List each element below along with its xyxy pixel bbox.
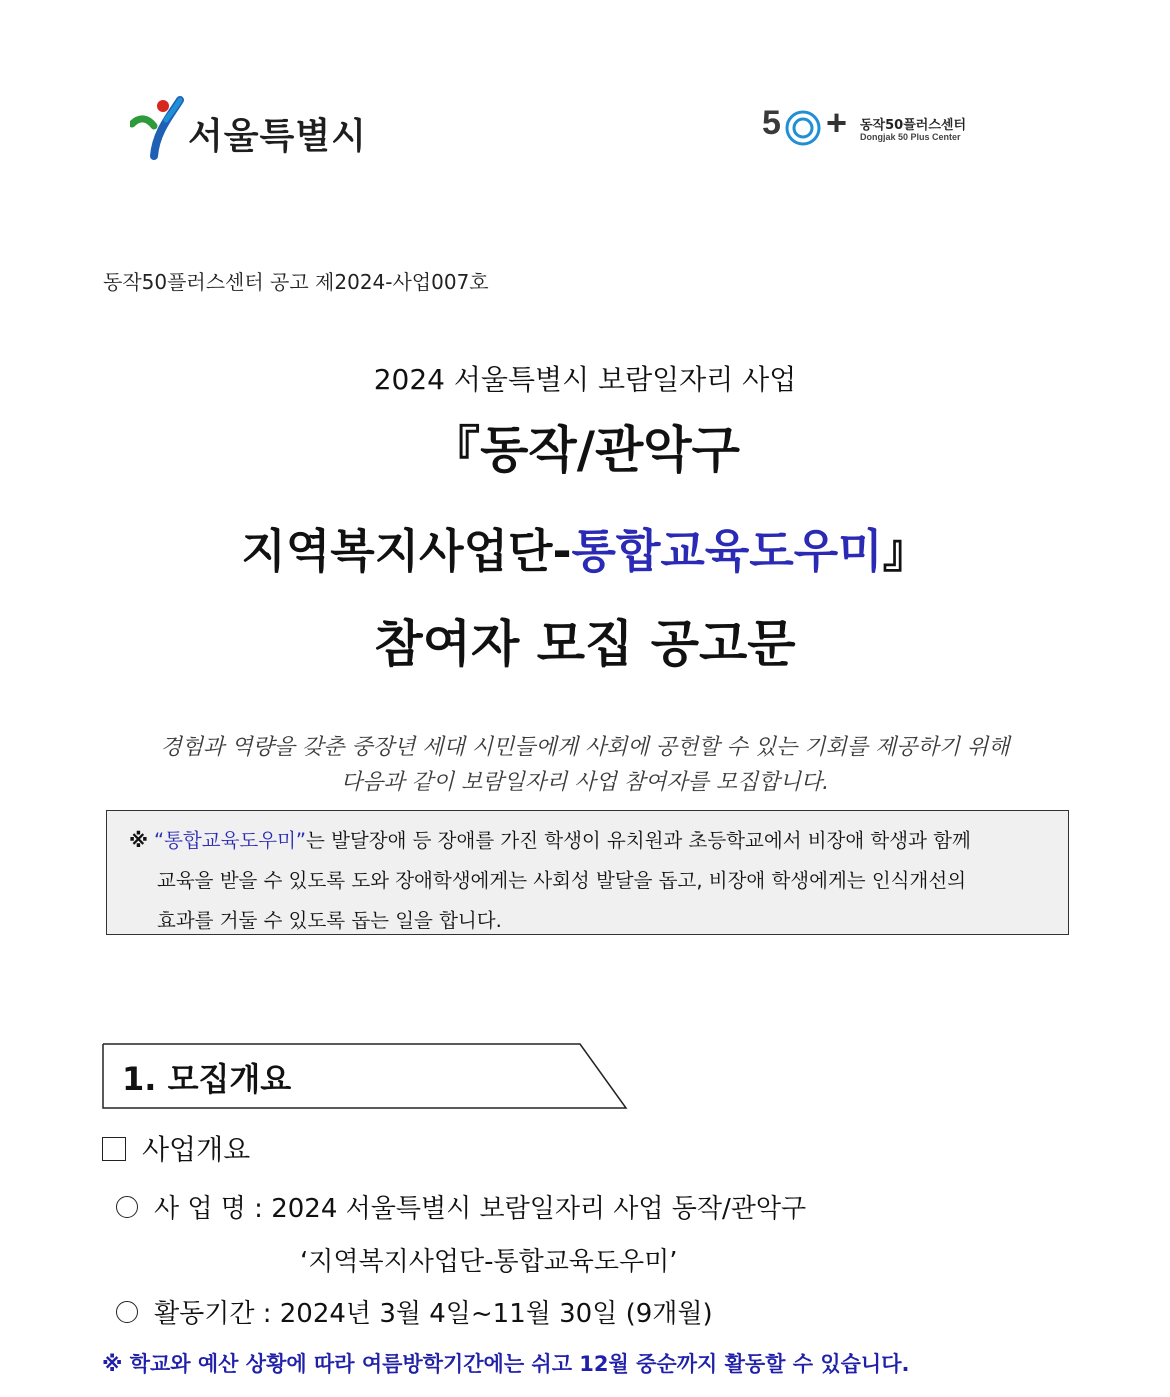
center-logo xyxy=(762,104,992,154)
info-box-line-1 xyxy=(129,821,1052,861)
schedule-note: ※ 학교와 예산 상황에 따라 여름방학기간에는 쉬고 12월 중순까지 활동할 수 있습니다. xyxy=(102,1352,910,1376)
item-activity-period xyxy=(116,1293,713,1330)
info-box-line-1-text: 는 발달장애 등 장애를 가진 학생이 유치원과 초등학교에서 비장애 학생과 함께 xyxy=(306,829,971,852)
item-label: 활동기간 xyxy=(154,1299,255,1329)
notice-number: 동작50플러스센터 공고 제2024-사업007호 xyxy=(103,270,489,294)
title-highlight: 통합교육도우미 xyxy=(571,524,883,578)
center-logo-name: 동작50플러스센터 xyxy=(860,118,966,133)
info-box-line-2: 교육을 받을 수 있도록 도와 장애학생에게는 사회성 발달을 돕고, 비장애 학생에게는 인식개선의 xyxy=(157,869,967,892)
seoul-emblem-icon xyxy=(130,94,190,160)
document-subtitle: 2024 서울특별시 보람일자리 사업 xyxy=(373,363,797,396)
info-box-line-3: 효과를 거둘 수 있도록 돕는 일을 합니다. xyxy=(157,909,502,932)
title-line-2-suffix: 』 xyxy=(882,524,929,578)
item-value: 2024 서울특별시 보람일자리 사업 동작/관악구 xyxy=(271,1194,807,1224)
center-logo-english: Dongjak 50 Plus Center xyxy=(860,132,961,142)
center-logo-plus: + xyxy=(826,102,848,143)
info-box-highlight: “통합교육도우미” xyxy=(153,829,307,852)
intro-line-1: 경험과 역량을 갖춘 중장년 세대 시민들에게 사회에 공헌할 수 있는 기회를 제공하기 위해 xyxy=(160,735,1010,760)
center-logo-number: 5 xyxy=(762,104,781,142)
section-heading: 1. 모집개요 xyxy=(122,1060,292,1098)
item-label: 사 업 명 xyxy=(154,1194,246,1224)
item-project-name xyxy=(116,1188,806,1225)
target-circle-icon xyxy=(783,108,823,148)
bullet-circle-icon xyxy=(116,1196,138,1218)
title-line-1: 『동작/관악구 xyxy=(430,421,740,479)
title-line-3: 참여자 모집 공고문 xyxy=(374,615,796,673)
title-line-2-prefix: 지역복지사업단- xyxy=(241,524,572,578)
item-project-name-continued: ‘지역복지사업단-통합교육도우미’ xyxy=(300,1247,678,1277)
title-line-2 xyxy=(0,515,1170,581)
intro-line-2: 다음과 같이 보람일자리 사업 참여자를 모집합니다. xyxy=(340,770,830,795)
checkbox-square-icon xyxy=(102,1137,126,1161)
seoul-logo xyxy=(130,92,370,162)
info-box xyxy=(106,810,1069,935)
subsection-label: 사업개요 xyxy=(142,1133,251,1166)
item-value: 2024년 3월 4일~11월 30일 (9개월) xyxy=(279,1299,713,1329)
seoul-logo-text: 서울특별시 xyxy=(188,116,367,157)
reference-mark: ※ xyxy=(129,829,148,852)
bullet-circle-icon xyxy=(116,1301,138,1323)
subsection-heading xyxy=(102,1128,250,1168)
item-separator: : xyxy=(254,1194,263,1224)
section-header xyxy=(102,1042,628,1110)
item-separator: : xyxy=(262,1299,272,1329)
